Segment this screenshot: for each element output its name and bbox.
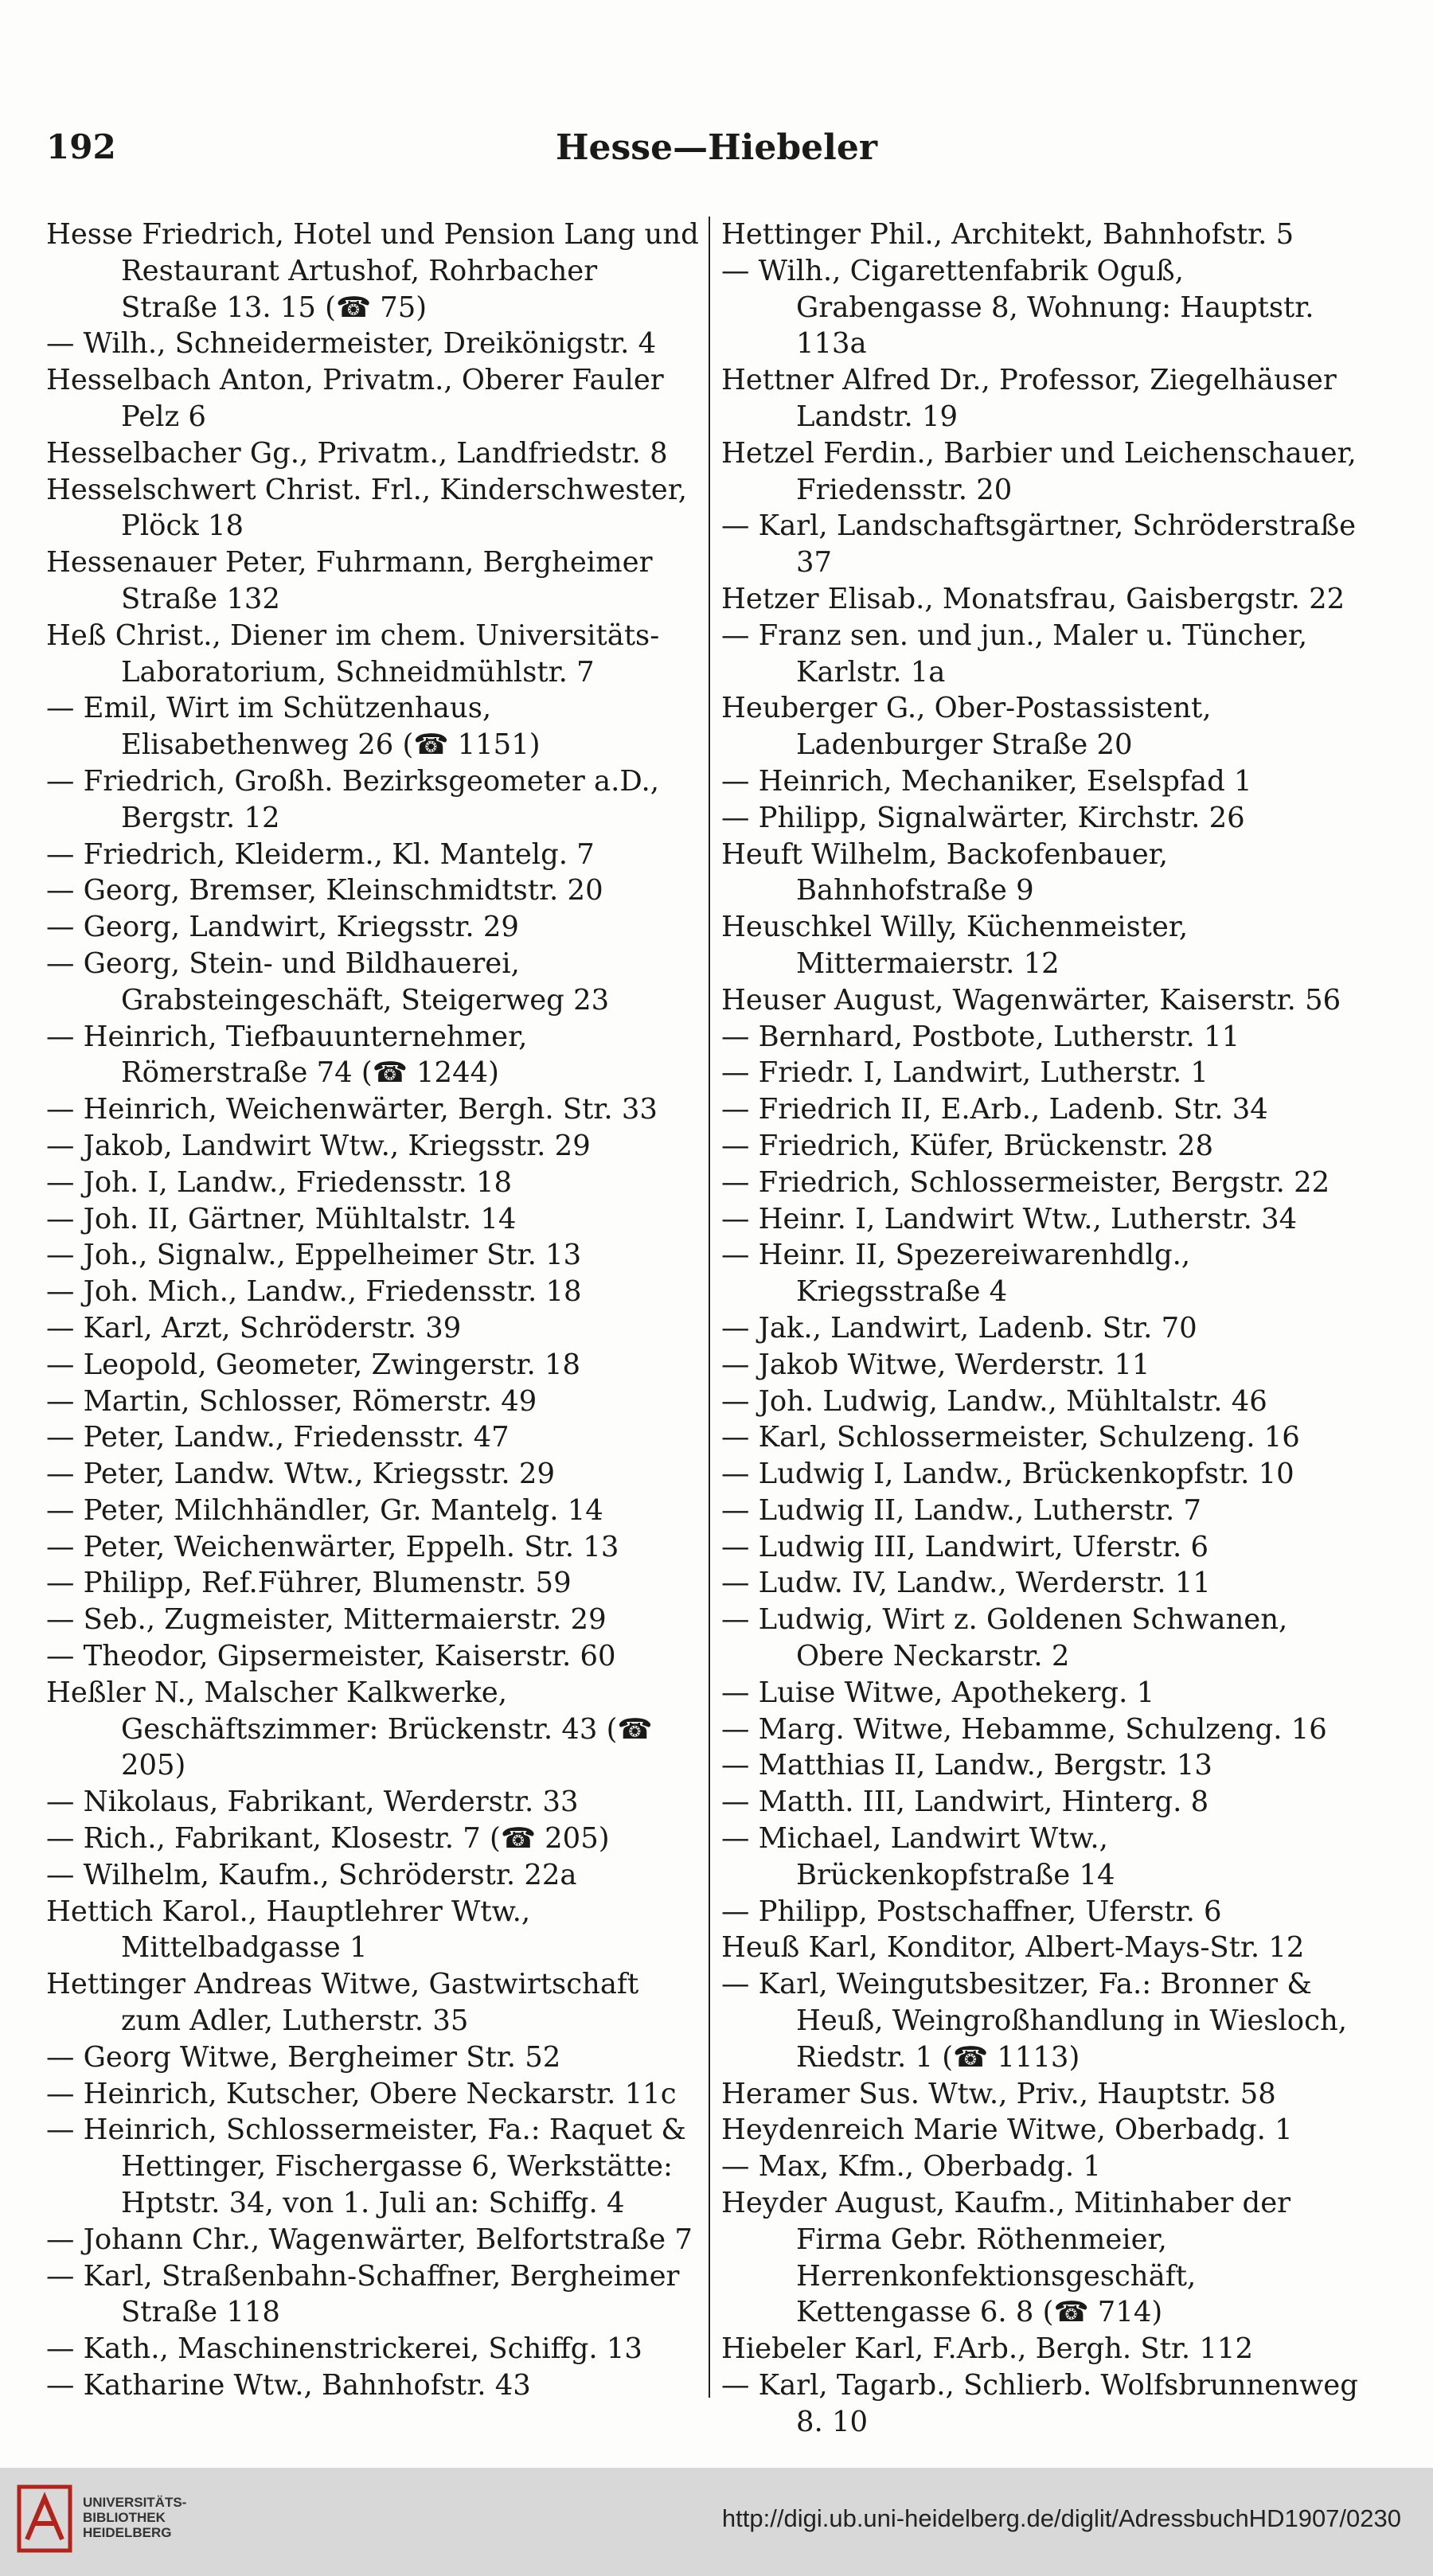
directory-entry: Hettinger Andreas Witwe, Gastwirtschaft zum Adler, Lutherstr. 35: [46, 1968, 639, 2038]
directory-entry: Hettich Karol., Hauptlehrer Wtw., Mittelbadgasse 1: [46, 1895, 531, 1965]
directory-entry: — Karl, Landschaftsgärtner, Schröderstraße 37: [721, 509, 1357, 580]
left-column: [46, 217, 701, 2404]
directory-entry: — Joh. Ludwig, Landw., Mühltalstr. 46: [721, 1384, 1267, 1418]
directory-entry: — Friedrich, Kleiderm., Kl. Mantelg. 7: [46, 837, 595, 871]
directory-entry: Hesse Friedrich, Hotel und Pension Lang und Restaurant Artushof, Rohrbacher Straße 13. 15 (☎ 75): [46, 218, 699, 324]
directory-entry: Heuser August, Wagenwärter, Kaiserstr. 56: [721, 983, 1341, 1017]
directory-entry: — Georg Witwe, Bergheimer Str. 52: [46, 2040, 561, 2074]
directory-entry: — Philipp, Ref.Führer, Blumenstr. 59: [46, 1567, 572, 1600]
directory-entry: — Karl, Schlossermeister, Schulzeng. 16: [721, 1421, 1300, 1454]
directory-entry: — Friedrich II, E.Arb., Ladenb. Str. 34: [721, 1093, 1268, 1126]
directory-entry: — Heinrich, Schlossermeister, Fa.: Raquet & Hettinger, Fischergasse 6, Werkstätte: Hptstr. 34, von 1. Juli an: Schiffg. 4: [46, 2113, 686, 2220]
directory-entry: — Franz sen. und jun., Maler u. Tüncher, Karlstr. 1a: [721, 619, 1308, 689]
directory-entry: — Luise Witwe, Apothekerg. 1: [721, 1676, 1155, 1709]
directory-entry: — Martin, Schlosser, Römerstr. 49: [46, 1384, 537, 1418]
university-seal-icon: [16, 2484, 73, 2554]
directory-entry: — Peter, Landw., Friedensstr. 47: [46, 1421, 510, 1454]
directory-entry: — Friedrich, Küfer, Brückenstr. 28: [721, 1129, 1214, 1162]
directory-entry: Heramer Sus. Wtw., Priv., Hauptstr. 58: [721, 2077, 1276, 2110]
directory-entry: — Friedrich, Schlossermeister, Bergstr. 22: [721, 1165, 1330, 1199]
directory-entry: — Peter, Weichenwärter, Eppelh. Str. 13: [46, 1530, 619, 1563]
directory-entry: — Heinr. I, Landwirt Wtw., Lutherstr. 34: [721, 1202, 1298, 1235]
directory-entry: — Karl, Straßenbahn-Schaffner, Bergheimer Straße 118: [46, 2259, 680, 2329]
directory-entry: — Leopold, Geometer, Zwingerstr. 18: [46, 1348, 581, 1381]
source-url[interactable]: http://digi.ub.uni-heidelberg.de/diglit/AdressbuchHD1907/0230: [721, 2504, 1401, 2532]
directory-entry: Hessenauer Peter, Fuhrmann, Bergheimer Straße 132: [46, 546, 653, 615]
directory-entry: — Kath., Maschinenstrickerei, Schiffg. 13: [46, 2332, 642, 2366]
directory-entry: — Ludw. IV, Landw., Werderstr. 11: [721, 1567, 1211, 1600]
directory-entry: — Michael, Landwirt Wtw., Brückenkopfstraße 14: [721, 1822, 1115, 1891]
directory-entry: — Bernhard, Postbote, Lutherstr. 11: [721, 1020, 1240, 1053]
directory-entry: — Jakob, Landwirt Wtw., Kriegsstr. 29: [46, 1129, 591, 1162]
directory-entry: — Joh., Signalw., Eppelheimer Str. 13: [46, 1239, 582, 1272]
directory-entry: Hesselbacher Gg., Privatm., Landfriedstr. 8: [46, 436, 668, 470]
directory-entry: — Matthias II, Landw., Bergstr. 13: [721, 1749, 1212, 1782]
directory-entry: — Karl, Weingutsbesitzer, Fa.: Bronner & Heuß, Weingroßhandlung in Wiesloch, Riedstr. 1 (☎ 1113): [721, 1968, 1347, 2074]
directory-entry: Hettner Alfred Dr., Professor, Ziegelhäuser Landstr. 19: [721, 364, 1337, 433]
directory-entry: — Matth. III, Landwirt, Hinterg. 8: [721, 1786, 1209, 1819]
directory-entry: — Seb., Zugmeister, Mittermaierstr. 29: [46, 1603, 607, 1637]
directory-entry: — Heinrich, Tiefbauunternehmer, Römerstraße 74 (☎ 1244): [46, 1020, 528, 1090]
directory-entry: — Emil, Wirt im Schützenhaus, Elisabethenweg 26 (☎ 1151): [46, 692, 541, 762]
column-divider: [709, 217, 710, 2398]
directory-entry: — Wilh., Cigarettenfabrik Oguß, Grabengasse 8, Wohnung: Hauptstr. 113a: [721, 254, 1314, 361]
directory-entry: — Ludwig II, Landw., Lutherstr. 7: [721, 1493, 1202, 1527]
directory-entry: Heuberger G., Ober-Postassistent, Ladenburger Straße 20: [721, 692, 1212, 762]
directory-entry: Hettinger Phil., Architekt, Bahnhofstr. 5: [721, 218, 1294, 251]
directory-entry: — Heinr. II, Spezereiwarenhdlg., Kriegsstraße 4: [721, 1239, 1191, 1309]
directory-entry: — Heinrich, Kutscher, Obere Neckarstr. 11c: [46, 2077, 677, 2110]
directory-entry: — Jakob Witwe, Werderstr. 11: [721, 1348, 1150, 1381]
directory-entry: — Georg, Landwirt, Kriegsstr. 29: [46, 911, 519, 944]
directory-entry: — Wilh., Schneidermeister, Dreikönigstr. 4: [46, 327, 657, 361]
directory-entry: Hiebeler Karl, F.Arb., Bergh. Str. 112: [721, 2332, 1253, 2366]
directory-entry: — Marg. Witwe, Hebamme, Schulzeng. 16: [721, 1712, 1327, 1746]
directory-entry: — Heinrich, Mechaniker, Eselspfad 1: [721, 764, 1252, 798]
library-name: UNIVERSITÄTS- BIBLIOTHEK HEIDELBERG: [83, 2495, 187, 2540]
running-header: Hesse—Hiebeler: [555, 127, 878, 168]
directory-entry: Hetzer Elisab., Monatsfrau, Gaisbergstr. 22: [721, 582, 1345, 615]
directory-entry: — Katharine Wtw., Bahnhofstr. 43: [46, 2369, 531, 2402]
directory-entry: — Philipp, Postschaffner, Uferstr. 6: [721, 1895, 1222, 1928]
directory-entry: — Heinrich, Weichenwärter, Bergh. Str. 33: [46, 1093, 658, 1126]
right-column: [721, 217, 1376, 2441]
directory-entry: Hetzel Ferdin., Barbier und Leichenschauer, Friedensstr. 20: [721, 436, 1357, 506]
page-number: 192: [46, 127, 116, 166]
directory-entry: — Karl, Tagarb., Schlierb. Wolfsbrunnenweg 8. 10: [721, 2369, 1358, 2438]
directory-entry: Heßler N., Malscher Kalkwerke, Geschäftszimmer: Brückenstr. 43 (☎ 205): [46, 1676, 653, 1782]
directory-entry: — Joh. II, Gärtner, Mühltalstr. 14: [46, 1202, 517, 1235]
directory-entry: — Peter, Landw. Wtw., Kriegsstr. 29: [46, 1458, 555, 1491]
directory-entry: — Friedrich, Großh. Bezirksgeometer a.D., Bergstr. 12: [46, 764, 659, 834]
footer-bar: [0, 2468, 1433, 2576]
directory-entry: — Ludwig, Wirt z. Goldenen Schwanen, Obere Neckarstr. 2: [721, 1603, 1288, 1673]
directory-entry: — Georg, Stein- und Bildhauerei, Grabsteingeschäft, Steigerweg 23: [46, 946, 610, 1017]
directory-entry: — Ludwig I, Landw., Brückenkopfstr. 10: [721, 1458, 1294, 1491]
directory-entry: Heuschkel Willy, Küchenmeister, Mittermaierstr. 12: [721, 911, 1189, 980]
directory-entry: — Karl, Arzt, Schröderstr. 39: [46, 1311, 462, 1345]
directory-entry: — Theodor, Gipsermeister, Kaiserstr. 60: [46, 1640, 616, 1673]
directory-entry: Heß Christ., Diener im chem. Universitäts-Laboratorium, Schneidmühlstr. 7: [46, 619, 660, 689]
directory-entry: — Johann Chr., Wagenwärter, Belfortstraße 7: [46, 2223, 693, 2256]
directory-entry: — Rich., Fabrikant, Klosestr. 7 (☎ 205): [46, 1822, 610, 1856]
directory-entry: — Ludwig III, Landwirt, Uferstr. 6: [721, 1530, 1209, 1563]
directory-entry: — Wilhelm, Kaufm., Schröderstr. 22a: [46, 1858, 577, 1891]
directory-entry: — Max, Kfm., Oberbadg. 1: [721, 2150, 1101, 2184]
directory-entry: — Joh. I, Landw., Friedensstr. 18: [46, 1165, 513, 1199]
directory-entry: — Georg, Bremser, Kleinschmidtstr. 20: [46, 874, 603, 907]
directory-entry: Hesselschwert Christ. Frl., Kinderschwester, Plöck 18: [46, 473, 688, 543]
directory-entry: — Friedr. I, Landwirt, Lutherstr. 1: [721, 1056, 1208, 1090]
directory-entry: Heuß Karl, Konditor, Albert-Mays-Str. 12: [721, 1931, 1305, 1965]
directory-entry: — Philipp, Signalwärter, Kirchstr. 26: [721, 801, 1245, 834]
directory-entry: Heyder August, Kaufm., Mitinhaber der Firma Gebr. Röthenmeier, Herrenkonfektionsgeschäft, Kettengasse 6. 8 (☎ 714): [721, 2187, 1291, 2329]
directory-entry: — Nikolaus, Fabrikant, Werderstr. 33: [46, 1786, 579, 1819]
directory-entry: Heydenreich Marie Witwe, Oberbadg. 1: [721, 2113, 1293, 2147]
directory-entry: — Joh. Mich., Landw., Friedensstr. 18: [46, 1275, 582, 1309]
directory-entry: — Peter, Milchhändler, Gr. Mantelg. 14: [46, 1493, 603, 1527]
directory-entry: — Jak., Landwirt, Ladenb. Str. 70: [721, 1311, 1197, 1345]
directory-entry: Hesselbach Anton, Privatm., Oberer Fauler Pelz 6: [46, 364, 664, 433]
directory-entry: Heuft Wilhelm, Backofenbauer, Bahnhofstraße 9: [721, 837, 1168, 907]
